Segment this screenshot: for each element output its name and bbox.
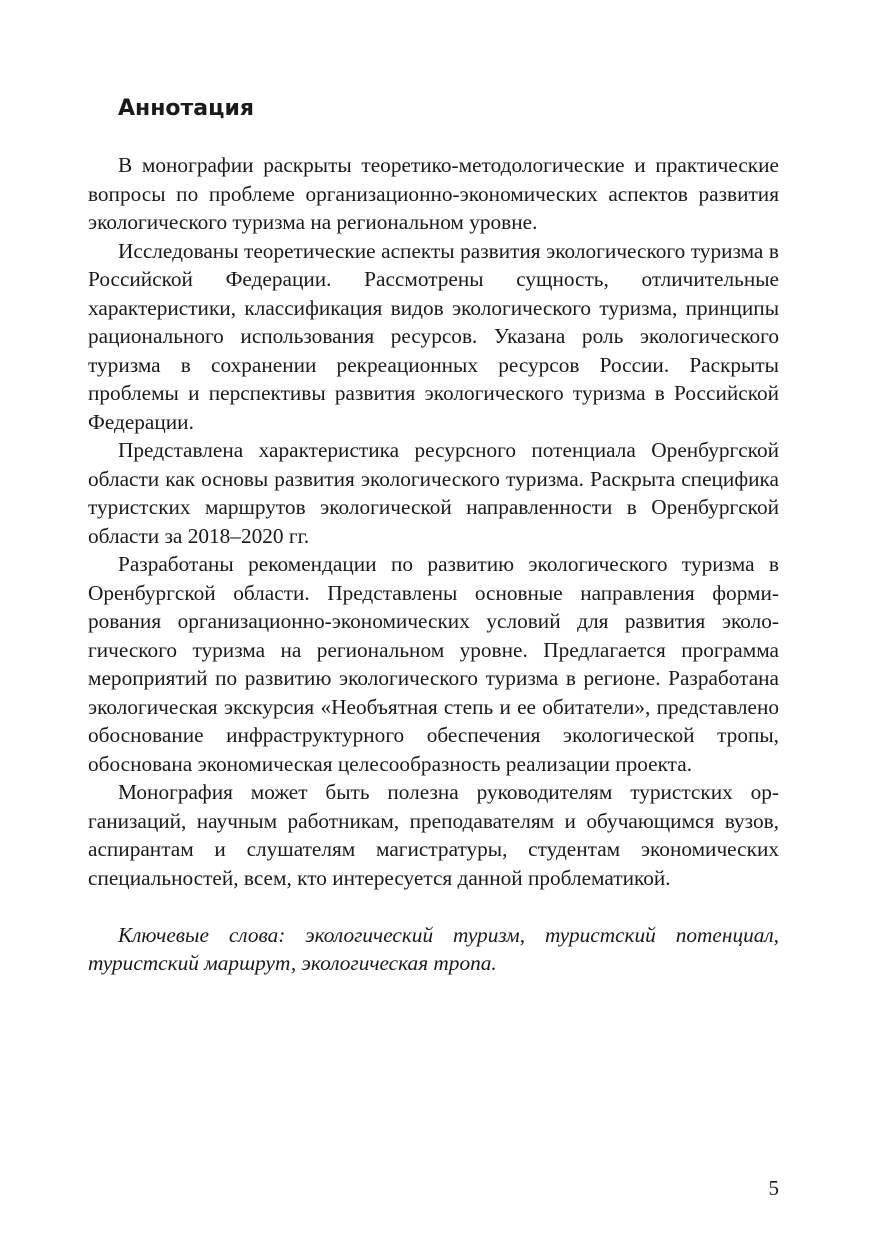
paragraph-audience: Монография может быть полезна руководителям туристских организаций, научным работникам, преподавателям и обучающимся вузов, аспирантам и слушателям магистратуры, студентам экономических специальностей, всем, кто интересуется данной проблематикой. [88,780,779,890]
page-title: Аннотация [118,96,254,121]
paragraph-resources: Представлена характеристика ресурсного потенциала Оренбургской области как основы развития экологического туризма. Раскрыта специфика туристских маршрутов экологической направленности в Оренбургской области за 2018–2020 гг. [88,438,779,548]
annotation-body [88,151,779,978]
keywords-paragraph: Ключевые слова: экологический туризм, туристский потенциал, туристский маршрут, экологическая тропа. [88,922,779,975]
paragraph-theory: Исследованы теоретические аспекты развития экологического туризма в Российской Федерации. Рассмотрены сущность, отличительные характеристики, классификация видов экологического туризма, принципы рационального использования ресурсов. Указана роль экологического туризма в сохранении рекреационных ресурсов России. Раскрыты проблемы и перспективы развития экологического туризма в Российской Федерации. [88,238,779,434]
paragraph-recommendations: Разработаны рекомендации по развитию экологического туризма в Оренбургской области. Представлены основные направления формирования организационно-экономических условий для развития экологического туризма на региональном уровне. Предлагается программа мероприятий по развитию экологического туризма в регионе. Разработана экологическая экскурсия «Необъятная степь и ее обитатели», представлено обоснование инфраструктурного обеспечения экологической тропы, обоснована экономическая целесообразность реализации проекта. [88,552,779,776]
page-number: 5 [768,1176,779,1200]
paragraph-intro: В монографии раскрыты теоретико-методологические и практические вопросы по проблеме организационно-экономических аспектов развития экологического туризма на региональном уровне. [88,153,779,234]
